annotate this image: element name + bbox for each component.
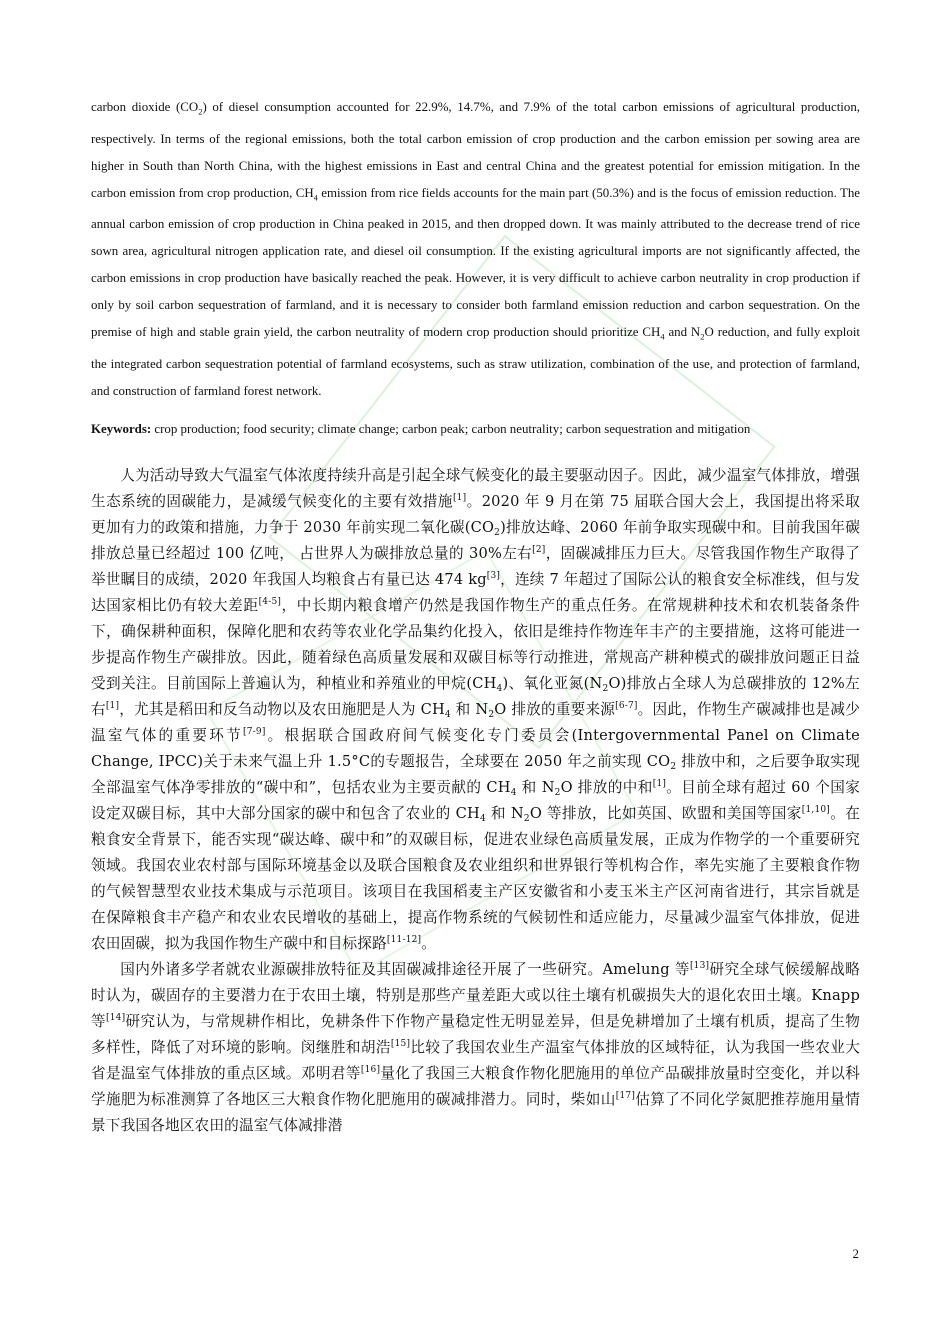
- citation: [1,10]: [801, 805, 831, 815]
- citation: [1]: [452, 493, 467, 503]
- citation: [4-5]: [258, 597, 282, 607]
- citation: [2]: [532, 545, 546, 555]
- citation: [16]: [360, 1065, 381, 1075]
- citation: [3]: [486, 571, 501, 581]
- body-paragraph-2: 国内外诸多学者就农业源碳排放特征及其固碳减排途径开展了一些研究。Amelung 等[13]研究全球气候缓解战略时认为，碳固存的主要潜力在于农田土壤，特别是那些产量差距大或以往土壤有机碳损失大的退化农田土壤。Knapp 等[14]研究认为，与常规耕作相比，免耕条件下作物产量稳定性无明显差异，但是免耕增加了土壤有机质，提高了生物多样性，降低了对环境的影响。闵继胜和胡浩[15]比较了我国农业生产温室气体排放的区域特征，认为我国一些农业大省是温室气体排放的重点区域。邓明君等[16]量化了我国三大粮食作物化肥施用的单位产品碳排放量时空变化，并以科学施肥为标准测算了各地区三大粮食作物化肥施用的碳减排潜力。同时，柴如山[17]估算了不同化学氮肥推荐施用量情景下我国各地区农田的温室气体减排潜: [91, 961, 861, 1134]
- citation: [17]: [615, 1091, 636, 1101]
- citation: [7-9]: [243, 727, 266, 737]
- body-paragraph-1: 人为活动导致大气温室气体浓度持续升高是引起全球气候变化的最主要驱动因子。因此，减少温室气体排放，增强生态系统的固碳能力，是减缓气候变化的主要有效措施[1]。2020 年 9 月在第 75 届联合国大会上，我国提出将采取更加有力的政策和措施，力争于 2030 年前实现二氧化碳$(CO_2)$排放达峰、2060 年前争取实现碳中和。目前我国年碳排放总量已经超过 100 亿吨， 占世界人为碳排放总量的 30%左右[2]，固碳减排压力巨大。尽管我国作物生产取得了举世瞩目的成绩，2020 年我国人均粮食占有量已达 474 kg[3]，连续 7 年超过了国际公认的粮食安全标准线，但与发达国家相比仍有较大差距[4-5]，中长期内粮食增产仍然是我国作物生产的重点任务。在常规耕种技术和农机装备条件下，确保耕种面积，保障化肥和农药等农业化学品集约化投入，依旧是维持作物连年丰产的主要措施，这将可能进一步提高作物生产碳排放。因此，随着绿色高质量发展和双碳目标等行动推进，常规高产耕种模式的碳排放问题正日益受到关注。目前国际上普遍认为，种植业和养殖业的甲烷$(CH_4)$、氧化亚氮$(N_2O)$排放占全球人为总碳排放的 12%左右[1]，尤其是稻田和反刍动物以及农田施肥是人为 $CH_4$ 和 $N_2O$ 排放的重要来源[6-7]。因此，作物生产碳减排也是减少温室气体的重要环节[7-9]。根据联合国政府间气候变化专门委员会(Intergovernmental Panel on Climate Change, IPCC)关于未来气温上升 1.5°C的专题报告，全球要在 2050 年之前实现 $CO_2$ 排放中和，之后要争取实现全部温室气体净零排放的“碳中和”，包括农业为主要贡献的 $CH_4$ 和 $N_2O$ 排放的中和[1]。目前全球有超过 60 个国家设定双碳目标，其中大部分国家的碳中和包含了农业的 $CH_4$ 和 $N_2O$ 等排放，比如英国、欧盟和美国等国家[1,10]。在粮食安全背景下，能否实现“碳达峰、碳中和”的双碳目标，促进农业绿色高质量发展，正成为作物学的一个重要研究领域。我国农业农村部与国际环境基金以及联合国粮食及农业组织和世界银行等机构合作，率先实施了主要粮食作物的气候智慧型农业技术集成与示范项目。该项目在我国稻麦主产区安徽省和小麦玉米主产区河南省进行，其宗旨就是在保障粮食丰产稳产和农业农民增收的基础上，提高作物系统的气候韧性和适应能力，尽量减少温室气体排放，促进农田固碳，拟为我国作物生产碳中和目标探路[11-12]。: [91, 467, 861, 952]
- citation: [11-12]: [386, 935, 422, 945]
- citation: [13]: [689, 961, 710, 971]
- keywords-label: Keywords:: [91, 422, 152, 436]
- citation: [6-7]: [615, 701, 638, 711]
- page-number: 2: [852, 1246, 859, 1261]
- keywords-text: crop production; food security; climate change; carbon peak; carbon neutrality; carbon sequestration and mitigation: [151, 422, 751, 436]
- citation: [15]: [390, 1039, 411, 1049]
- abstract-paragraph: carbon dioxide $(CO_2)$ of diesel consumption accounted for 22.9%, 14.7%, and 7.9% of the total carbon emissions of agricultural production, respectively. In terms of the regional emissions, both the total carbon emission of crop production and the carbon emission per sowing area are higher in South than North China, with the highest emissions in East and central China and the greatest potential for emission mitigation. In the carbon emission from crop production, $CH_4$ emission from rice fields accounts for the main part (50.3%) and is the focus of emission reduction. The annual carbon emission of crop production in China peaked in 2015, and then dropped down. It was mainly attributed to the decrease trend of rice sown area, agricultural nitrogen application rate, and diesel oil consumption. If the existing agricultural imports are not significantly affected, the carbon emissions in crop production have basically reached the peak. However, it is very difficult to achieve carbon neutrality in crop production if only by soil carbon sequestration of farmland, and it is necessary to consider both farmland emission reduction and carbon sequestration. On the premise of high and stable grain yield, the carbon neutrality of modern crop production should prioritize $CH_4$ and $N_2O$ reduction, and fully exploit the integrated carbon sequestration potential of farmland ecosystems, such as straw utilization, combination of the use, and protection of farmland, and construction of farmland forest network.: [91, 100, 860, 398]
- citation: [1]: [652, 779, 667, 789]
- citation: [14]: [106, 1013, 126, 1023]
- citation: [1]: [105, 701, 120, 711]
- body-text: [91, 437, 860, 1139]
